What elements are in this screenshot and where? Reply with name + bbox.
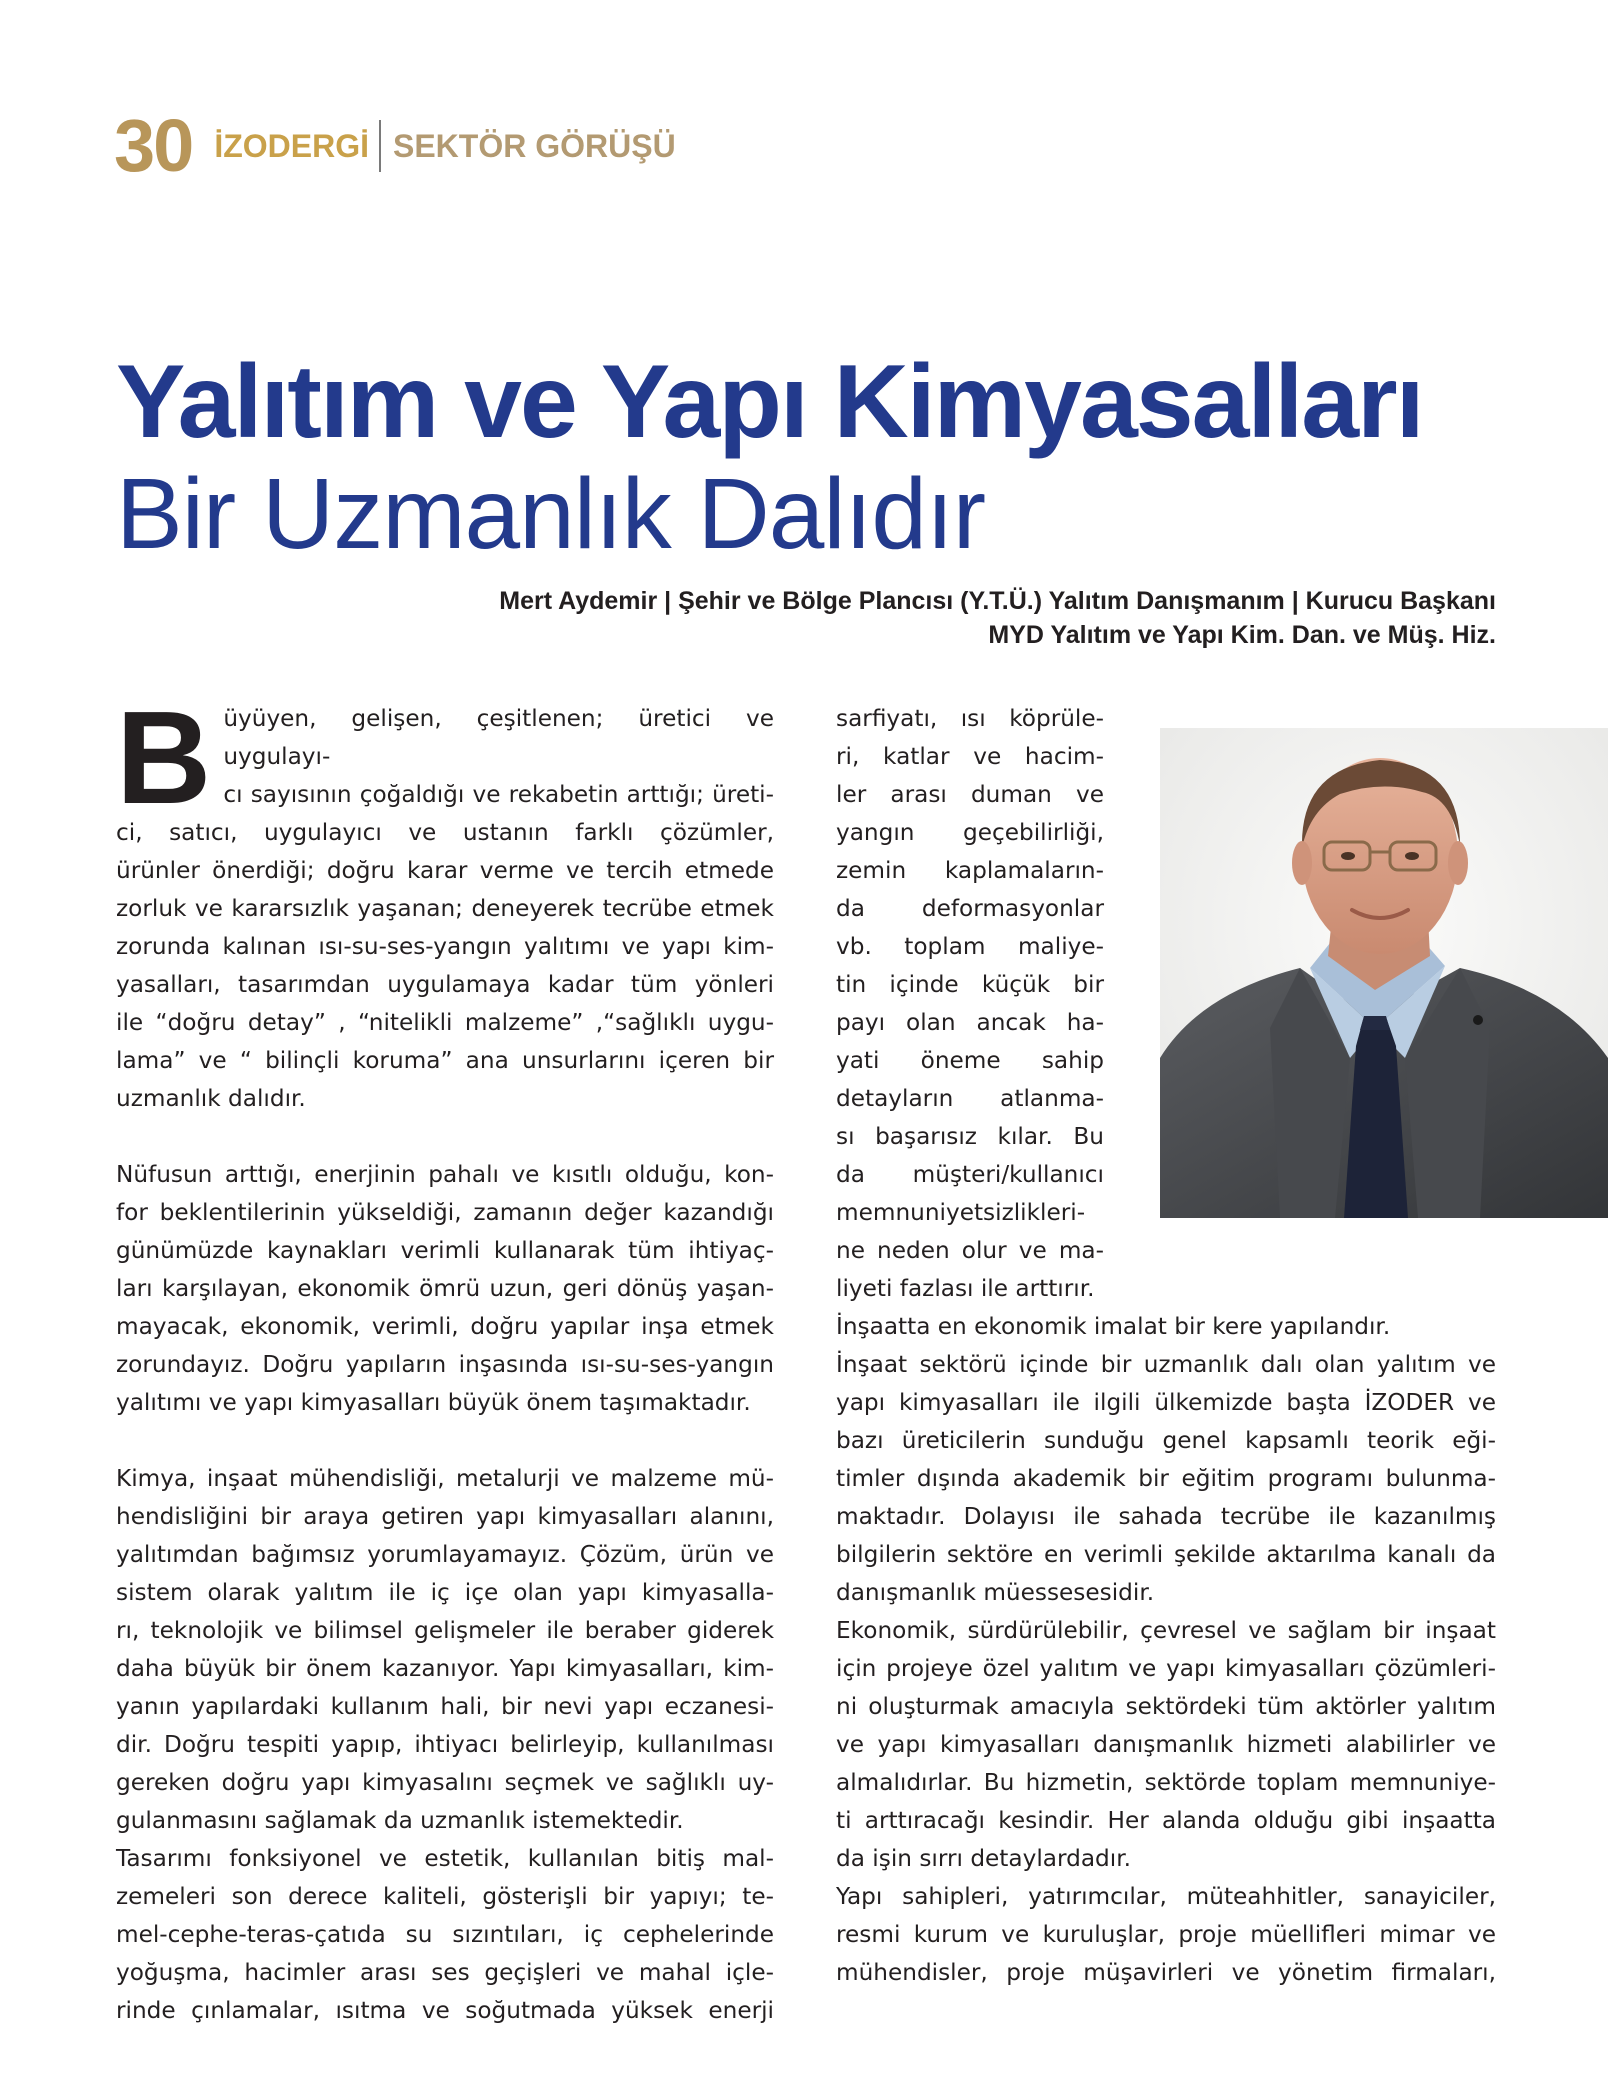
article-column-right-narrow [836,700,1104,1270]
text-line: hendisliğini bir araya getiren yapı kimyasalları alanını, [116,1503,774,1530]
text-line: zorunda kalınan ısı-su-ses-yangın yalıtımı ve yapı kim- [116,933,774,960]
text-line: timler dışında akademik bir eğitim programı bulunma- [836,1465,1496,1492]
text-line: için projeye özel yalıtım ve yapı kimyasalları çözümleri- [836,1655,1496,1682]
article-column-right [836,1270,1496,1992]
page-number: 30 [114,104,193,187]
text-line: tin içinde küçük bir [836,971,1104,998]
text-line: ni oluşturmak amacıyla sektördeki tüm aktörler yalıtım [836,1693,1496,1720]
article-column-left [116,684,774,2030]
text-line: memnuniyetsizlikleri- [836,1199,1086,1226]
paragraph-3 [116,1460,774,1840]
text-line: ri, katlar ve hacim- [836,743,1104,770]
text-line: günümüzde kaynakları verimli kullanarak tüm ihtiyaç- [116,1237,774,1264]
text-line: almalıdırlar. Bu hizmetin, sektörde toplam memnuniye- [836,1769,1496,1796]
text-line: danışmanlık müessesesidir. [836,1579,1155,1606]
paragraph-right-1-end [836,1270,1496,1308]
text-line: yapı kimyasalları ile ilgili ülkemizde başta İZODER ve [836,1389,1496,1416]
text-line: liyeti fazlası ile arttırır. [836,1275,1095,1302]
text-line: ne neden olur ve ma- [836,1237,1104,1264]
text-line: Ekonomik, sürdürülebilir, çevresel ve sağlam bir inşaat [836,1617,1496,1644]
text-line: da müşteri/kullanıcı [836,1161,1104,1188]
author-company: MYD Yalıtım ve Yapı Kim. Dan. ve Müş. Hiz. [988,621,1496,649]
text-line: ile “doğru detay” , “nitelikli malzeme” ,“sağlıklı uygu- [116,1009,774,1036]
text-line: ler arası duman ve [836,781,1104,808]
text-line: zemin kaplamaların- [836,857,1104,884]
text-line: bazı üreticilerin sunduğu genel kapsamlı teorik eği- [836,1427,1496,1454]
page-header [114,106,676,186]
paragraph-right-2 [836,1308,1496,1346]
magazine-name: İZODERGİ [214,127,369,164]
text-line: Nüfusun arttığı, enerjinin pahalı ve kısıtlı olduğu, kon- [116,1161,774,1188]
text-line: yangın geçebilirliği, [836,819,1104,846]
text-line: dir. Doğru tespiti yapıp, ihtiyacı belirleyip, kullanılması [116,1731,774,1758]
text-line: rinde çınlamalar, ısıtma ve soğutmada yüksek enerji [116,1997,774,2024]
text-line: zemeleri son derece kaliteli, gösterişli bir yapıyı; te- [116,1883,774,1910]
text-line: gulanmasını sağlamak da uzmanlık istemektedir. [116,1807,684,1834]
text-line: İnşaat sektörü içinde bir uzmanlık dalı olan yalıtım ve [836,1351,1496,1378]
text-line: sistem olarak yalıtım ile iç içe olan yapı kimyasalla- [116,1579,774,1606]
text-line: İnşaatta en ekonomik imalat bir kere yapılandır. [836,1313,1391,1340]
text-line: payı olan ancak ha- [836,1009,1104,1036]
author-byline: Mert Aydemir | Şehir ve Bölge Plancısı (Y.T.Ü.) Yalıtım Danışmanım | Kurucu Başkanı [499,587,1496,615]
article-title-line1: Yalıtım ve Yapı Kimyasalları [116,344,1423,460]
text-line: Kimya, inşaat mühendisliği, metalurji ve malzeme mü- [116,1465,774,1492]
text-line: ları karşılayan, ekonomik ömrü uzun, geri dönüş yaşan- [116,1275,774,1302]
text-line: da deformasyonlar [836,895,1104,922]
author-photo [1160,728,1608,1218]
text-line: yalıtımdan bağımsız yorumlayamayız. Çözüm, ürün ve [116,1541,774,1568]
text-line: yasalları, tasarımdan uygulamaya kadar tüm yönleri [116,971,774,998]
text-line: yanın yapılardaki kullanım hali, bir nevi yapı eczanesi- [116,1693,774,1720]
paragraph-2 [116,1156,774,1422]
paragraph-intro [116,684,774,1118]
text-line: da işin sırrı detaylardadır. [836,1845,1131,1872]
article-title-line2: Bir Uzmanlık Dalıdır [116,458,986,570]
text-line: sarfiyatı, ısı köprüle- [836,705,1104,732]
section-name: SEKTÖR GÖRÜŞÜ [392,127,676,164]
text-line: yalıtımı ve yapı kimyasalları büyük önem taşımaktadır. [116,1389,751,1416]
text-line: detayların atlanma- [836,1085,1104,1112]
text-line: zorluk ve kararsızlık yaşanan; deneyerek tecrübe etmek [116,895,774,922]
text-line: uzmanlık dalıdır. [116,1085,306,1112]
paragraph-right-4 [836,1612,1496,1878]
text-line: lama” ve “ bilinçli koruma” ana unsurlarını içeren bir [116,1047,774,1074]
text-line: ti arttıracağı kesindir. Her alanda olduğu gibi inşaatta [836,1807,1496,1834]
header-divider [379,120,381,172]
text-line: yati öneme sahip [836,1047,1104,1074]
text-line: Tasarımı fonksiyonel ve estetik, kullanılan bitiş mal- [116,1845,774,1872]
text-line: sı başarısız kılar. Bu [836,1123,1104,1150]
paragraph-4 [116,1840,774,2030]
text-line: cı sayısının çoğaldığı ve rekabetin arttığı; üreti- [223,781,774,808]
text-line: resmi kurum ve kuruluşlar, proje müellifleri mimar ve [836,1921,1496,1948]
text-line: bilgilerin sektöre en verimli şekilde aktarılma kanalı da [836,1541,1496,1568]
text-line: Yapı sahipleri, yatırımcılar, müteahhitler, sanayiciler, [836,1883,1496,1910]
text-line: yoğuşma, hacimler arası ses geçişleri ve mahal içle- [116,1959,774,1986]
text-line: gereken doğru yapı kimyasalını seçmek ve sağlıklı uy- [116,1769,774,1796]
text-line: ürünler önerdiği; doğru karar verme ve tercih etmede [116,857,774,884]
text-line: rı, teknolojik ve bilimsel gelişmeler ile beraber giderek [116,1617,774,1644]
text-line: üyüyen, gelişen, çeşitlenen; üretici ve uygulayı- [223,705,774,770]
text-line: vb. toplam maliye- [836,933,1104,960]
text-line: mel-cephe-teras-çatıda su sızıntıları, iç cephelerinde [116,1921,774,1948]
text-line: zorundayız. Doğru yapıların inşasında ısı-su-ses-yangın [116,1351,774,1378]
paragraph-right-3 [836,1346,1496,1612]
drop-cap: B [116,684,212,831]
text-line: ci, satıcı, uygulayıcı ve ustanın farklı çözümler, [116,819,774,846]
text-line: mühendisler, proje müşavirleri ve yönetim firmaları, [836,1959,1496,1986]
paragraph-right-5 [836,1878,1496,1992]
text-line: ve yapı kimyasalları danışmanlık hizmeti alabilirler ve [836,1731,1496,1758]
text-line: daha büyük bir önem kazanıyor. Yapı kimyasalları, kim- [116,1655,774,1682]
text-line: mayacak, ekonomik, verimli, doğru yapılar inşa etmek [116,1313,774,1340]
text-line: for beklentilerinin yükseldiği, zamanın değer kazandığı [116,1199,774,1226]
text-line: maktadır. Dolayısı ile sahada tecrübe ile kazanılmış [836,1503,1496,1530]
